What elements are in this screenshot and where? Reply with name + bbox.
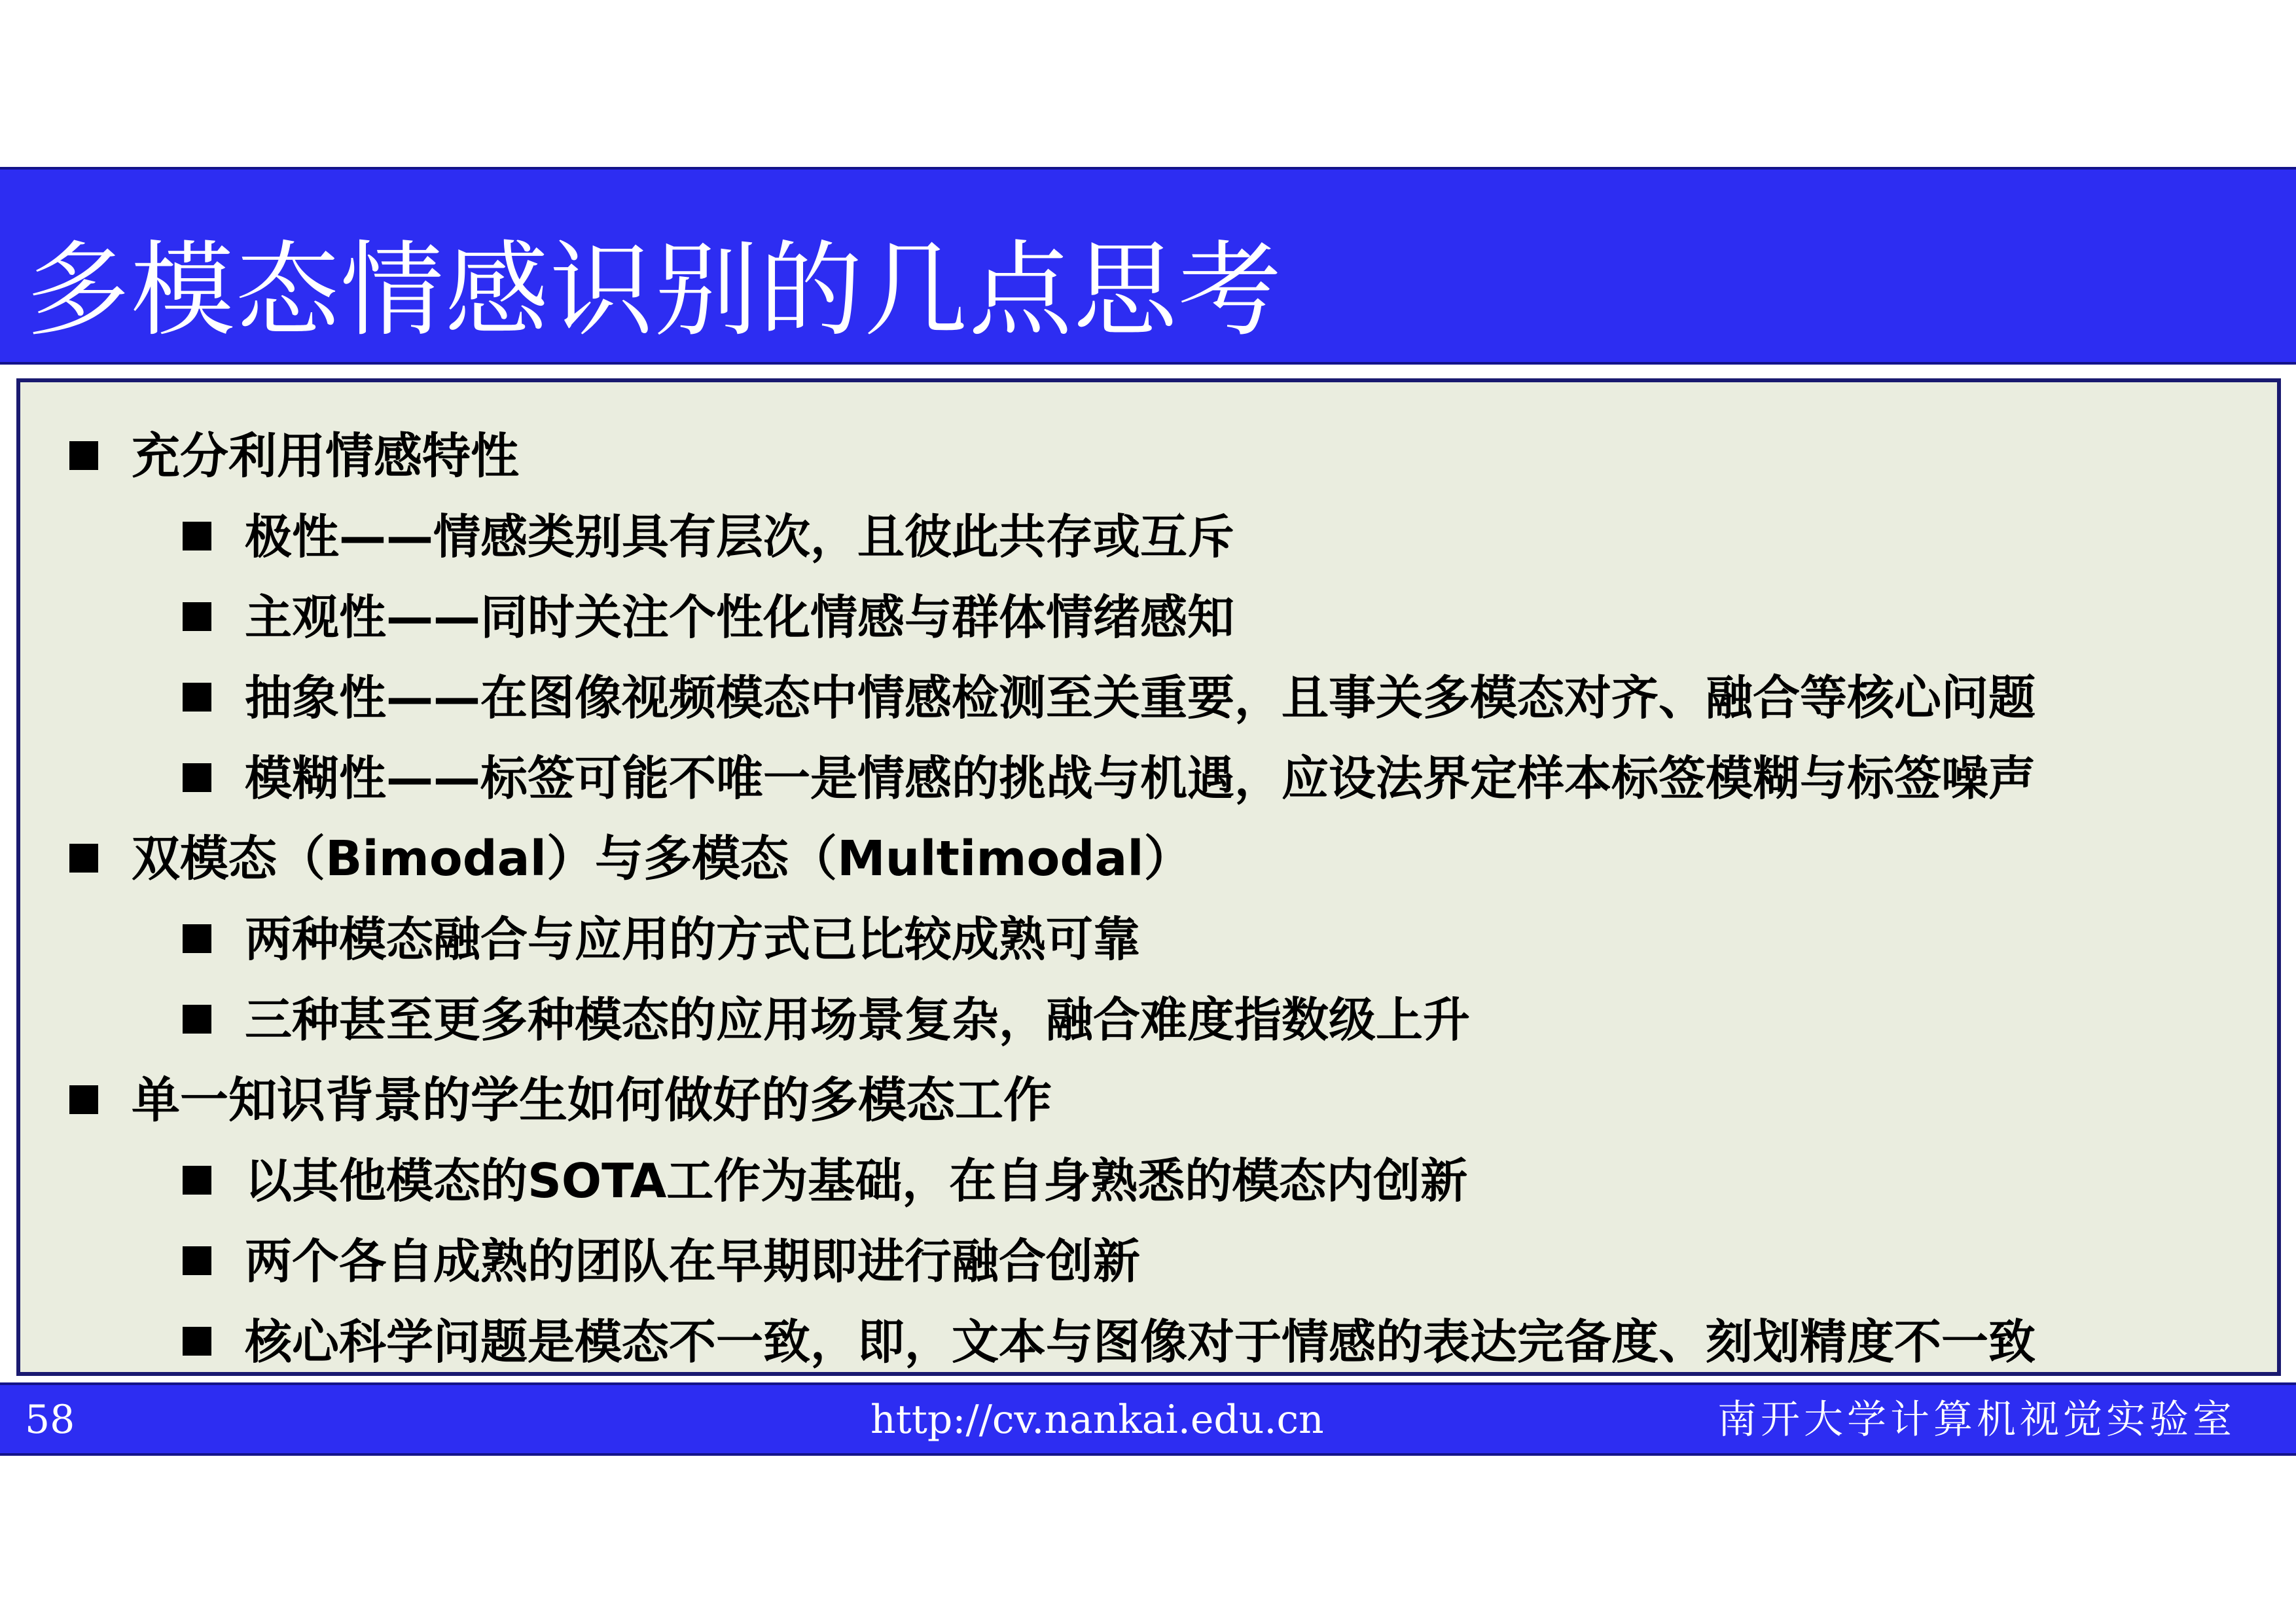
square-bullet-icon (69, 1085, 98, 1114)
square-bullet-icon (183, 1005, 211, 1034)
bullet-item-level2 (20, 980, 2277, 1060)
square-bullet-icon (183, 924, 211, 953)
bullet-text: 充分利用情感特性 (132, 428, 519, 484)
bullet-item-level1 (20, 819, 2277, 899)
bullet-text: 抽象性——在图像视频模态中情感检测至关重要，且事关多模态对齐、融合等核心问题 (245, 670, 2036, 725)
bullet-text: 极性——情感类别具有层次，且彼此共存或互斥 (245, 509, 1235, 564)
footer-band (0, 1382, 2296, 1456)
content-panel (16, 378, 2281, 1376)
square-bullet-icon (69, 441, 98, 470)
bullet-item-level2 (20, 497, 2277, 577)
square-bullet-icon (183, 522, 211, 550)
bullet-list (20, 416, 2277, 1382)
bullet-item-level1 (20, 416, 2277, 497)
bullet-text: 模糊性——标签可能不唯一是情感的挑战与机遇，应设法界定样本标签模糊与标签噪声 (245, 751, 2036, 806)
square-bullet-icon (183, 1166, 211, 1195)
bullet-text: 单一知识背景的学生如何做好的多模态工作 (132, 1072, 1052, 1128)
footer-lab-name: 南开大学计算机视觉实验室 (1717, 1397, 2236, 1443)
square-bullet-icon (183, 763, 211, 792)
bullet-text: 主观性——同时关注个性化情感与群体情绪感知 (245, 590, 1235, 645)
bullet-text: 核心科学问题是模态不一致，即，文本与图像对于情感的表达完备度、刻划精度不一致 (245, 1314, 2036, 1369)
bullet-text: 以其他模态的SOTA工作为基础，在自身熟悉的模态内创新 (245, 1153, 1468, 1208)
square-bullet-icon (183, 1327, 211, 1356)
title-band (0, 167, 2296, 365)
bullet-text: 两种模态融合与应用的方式已比较成熟可靠 (245, 912, 1141, 967)
square-bullet-icon (183, 683, 211, 712)
footer-url: http://cv.nankai.edu.cn (870, 1397, 1324, 1443)
bullet-item-level2 (20, 738, 2277, 819)
bullet-item-level2 (20, 658, 2277, 738)
slide-title: 多模态情感识别的几点思考 (26, 230, 1283, 351)
bullet-item-level2 (20, 1221, 2277, 1302)
bullet-text: 双模态（Bimodal）与多模态（Multimodal） (132, 831, 1193, 887)
square-bullet-icon (69, 844, 98, 873)
bullet-item-level2 (20, 577, 2277, 658)
bullet-text: 三种甚至更多种模态的应用场景复杂，融合难度指数级上升 (245, 992, 1471, 1047)
square-bullet-icon (183, 602, 211, 631)
bullet-item-level1 (20, 1060, 2277, 1141)
square-bullet-icon (183, 1246, 211, 1275)
bullet-item-level2 (20, 1141, 2277, 1221)
bullet-item-level2 (20, 1302, 2277, 1382)
bullet-text: 两个各自成熟的团队在早期即进行融合创新 (245, 1234, 1141, 1289)
page-number: 58 (25, 1397, 75, 1443)
bullet-item-level2 (20, 899, 2277, 980)
